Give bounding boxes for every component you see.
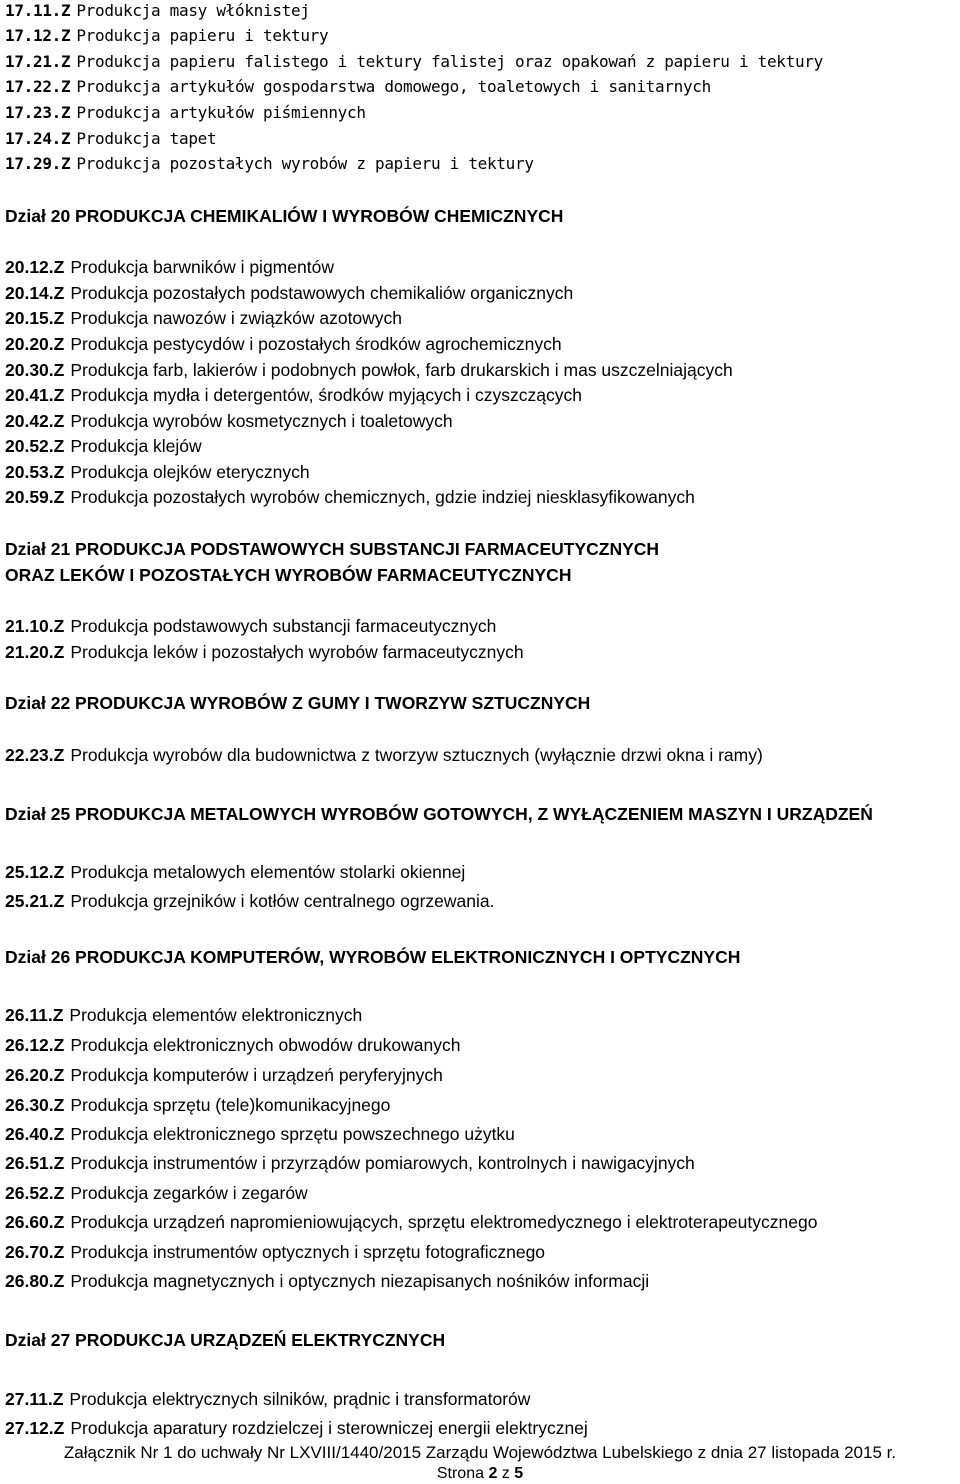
- pkd-description: Produkcja urządzeń napromieniowujących, sprzętu elektromedycznego i elektroterapeutycznego: [70, 1212, 818, 1232]
- pkd-code: 20.41.Z: [5, 385, 65, 405]
- pkd-description: Produkcja grzejników i kotłów centralnego ogrzewania.: [70, 891, 495, 911]
- pkd-description: Produkcja magnetycznych i optycznych niezapisanych nośników informacji: [70, 1271, 650, 1291]
- pkd-code: 26.12.Z: [5, 1035, 65, 1055]
- pkd-code: 26.80.Z: [5, 1271, 65, 1291]
- section-heading: Dział 27 PRODUKCJA URZĄDZEŃ ELEKTRYCZNYCH: [5, 1330, 446, 1350]
- pkd-code: 17.29.Z: [5, 154, 71, 173]
- section-heading: Dział 25 PRODUKCJA METALOWYCH WYROBÓW GOTOWYCH, Z WYŁĄCZENIEM MASZYN I URZĄDZEŃ: [5, 804, 873, 824]
- pkd-description: Produkcja wyrobów kosmetycznych i toaletowych: [70, 411, 453, 431]
- footer-page-number: [0, 1464, 960, 1484]
- pkd-description: Produkcja barwników i pigmentów: [70, 257, 334, 277]
- pkd-code: 26.51.Z: [5, 1153, 65, 1173]
- pkd-description: Produkcja nawozów i związków azotowych: [70, 308, 403, 328]
- pkd-description: Produkcja elektronicznego sprzętu powszechnego użytku: [70, 1124, 515, 1144]
- pkd-description: Produkcja wyrobów dla budownictwa z tworzyw sztucznych (wyłącznie drzwi okna i ramy): [70, 745, 763, 765]
- pkd-code: 26.40.Z: [5, 1124, 65, 1144]
- pkd-code: 20.14.Z: [5, 283, 65, 303]
- pkd-code: 20.52.Z: [5, 436, 65, 456]
- pkd-code: 20.20.Z: [5, 334, 65, 354]
- pkd-description: Produkcja zegarków i zegarów: [70, 1183, 308, 1203]
- list-item: [5, 0, 310, 22]
- pkd-description: Produkcja metalowych elementów stolarki okiennej: [70, 862, 466, 882]
- pkd-code: 17.23.Z: [5, 103, 71, 122]
- pkd-code: 17.24.Z: [5, 129, 71, 148]
- list-item: [5, 307, 402, 329]
- pkd-description: Produkcja olejków eterycznych: [70, 462, 310, 482]
- pkd-code: 27.12.Z: [5, 1418, 65, 1438]
- pkd-description: Produkcja aparatury rozdzielczej i sterowniczej energii elektrycznej: [70, 1418, 588, 1438]
- section-heading: Dział 21 PRODUKCJA PODSTAWOWYCH SUBSTANCJI FARMACEUTYCZNYCH: [5, 539, 660, 559]
- pkd-description: Produkcja podstawowych substancji farmaceutycznych: [70, 616, 497, 636]
- pkd-description: Produkcja artykułów gospodarstwa domowego, toaletowych i sanitarnych: [76, 77, 711, 96]
- pkd-description: Produkcja instrumentów i przyrządów pomiarowych, kontrolnych i nawigacyjnych: [70, 1153, 695, 1173]
- list-item: [5, 1004, 362, 1026]
- list-item: [5, 1064, 443, 1086]
- section-heading: ORAZ LEKÓW I POZOSTAŁYCH WYROBÓW FARMACEUTYCZNYCH: [5, 565, 572, 585]
- pkd-code: 26.60.Z: [5, 1212, 65, 1232]
- pkd-code: 25.12.Z: [5, 862, 65, 882]
- pkd-description: Produkcja mydła i detergentów, środków myjących i czyszczących: [70, 385, 582, 405]
- pkd-code: 26.20.Z: [5, 1065, 65, 1085]
- pkd-description: Produkcja pozostałych wyrobów z papieru i tektury: [76, 154, 534, 173]
- pkd-description: Produkcja pestycydów i pozostałych środków agrochemicznych: [70, 334, 562, 354]
- list-item: [5, 861, 465, 883]
- page-footer: [0, 1442, 960, 1484]
- list-item: [5, 76, 711, 98]
- list-item: [5, 359, 733, 381]
- list-item: [5, 102, 366, 124]
- pkd-code: 20.42.Z: [5, 411, 65, 431]
- pkd-description: Produkcja papieru falistego i tektury falistej oraz opakowań z papieru i tektury: [76, 52, 823, 71]
- pkd-code: 20.59.Z: [5, 487, 65, 507]
- pkd-code: 22.23.Z: [5, 745, 65, 765]
- pkd-code: 26.11.Z: [5, 1005, 64, 1025]
- pkd-description: Produkcja sprzętu (tele)komunikacyjnego: [70, 1095, 391, 1115]
- pkd-code: 26.52.Z: [5, 1183, 65, 1203]
- list-item: [5, 51, 823, 73]
- list-item: [5, 25, 328, 47]
- pkd-description: Produkcja farb, lakierów i podobnych powłok, farb drukarskich i mas uszczelniających: [70, 360, 733, 380]
- pkd-description: Produkcja komputerów i urządzeń peryferyjnych: [70, 1065, 443, 1085]
- list-item: [5, 1270, 649, 1292]
- footer-annex-line: Załącznik Nr 1 do uchwały Nr LXVIII/1440/2015 Zarządu Województwa Lubelskiego z dnia 27 listopada 2015 r.: [63, 1443, 897, 1462]
- section-heading: Dział 22 PRODUKCJA WYROBÓW Z GUMY I TWORZYW SZTUCZNYCH: [5, 693, 591, 713]
- pkd-code: 20.53.Z: [5, 462, 65, 482]
- pkd-code: 20.15.Z: [5, 308, 65, 328]
- section-heading: Dział 20 PRODUKCJA CHEMIKALIÓW I WYROBÓW CHEMICZNYCH: [5, 206, 564, 226]
- pkd-code: 26.70.Z: [5, 1242, 65, 1262]
- page-current: 2: [488, 1465, 498, 1482]
- list-item: [5, 384, 582, 406]
- pkd-description: Produkcja pozostałych wyrobów chemicznych, gdzie indziej niesklasyfikowanych: [70, 487, 695, 507]
- pkd-code: 26.30.Z: [5, 1095, 65, 1115]
- pkd-code: 27.11.Z: [5, 1389, 64, 1409]
- list-item: [5, 435, 202, 457]
- list-item: [5, 615, 496, 637]
- list-item: [5, 1034, 460, 1056]
- list-item: [5, 153, 534, 175]
- list-item: [5, 1388, 530, 1410]
- list-item: [5, 461, 310, 483]
- list-item: [5, 641, 524, 663]
- list-item: [5, 128, 216, 150]
- list-item: [5, 1211, 817, 1233]
- list-item: [5, 1152, 695, 1174]
- pkd-description: Produkcja instrumentów optycznych i sprzętu fotograficznego: [70, 1242, 546, 1262]
- pkd-code: 21.20.Z: [5, 642, 65, 662]
- pkd-description: Produkcja artykułów piśmiennych: [76, 103, 366, 122]
- pkd-description: Produkcja papieru i tektury: [76, 26, 329, 45]
- pkd-description: Produkcja pozostałych podstawowych chemikaliów organicznych: [70, 283, 574, 303]
- list-item: [5, 486, 695, 508]
- pkd-code: 17.21.Z: [5, 52, 71, 71]
- list-item: [5, 256, 334, 278]
- list-item: [5, 1417, 588, 1439]
- pkd-description: Produkcja masy włóknistej: [76, 1, 310, 20]
- pkd-description: Produkcja elektrycznych silników, prądnic i transformatorów: [69, 1389, 531, 1409]
- pkd-code: 17.22.Z: [5, 77, 71, 96]
- list-item: [5, 1241, 545, 1263]
- pkd-code: 20.30.Z: [5, 360, 65, 380]
- page-total: 5: [514, 1465, 524, 1482]
- pkd-description: Produkcja leków i pozostałych wyrobów farmaceutycznych: [70, 642, 524, 662]
- list-item: [5, 1182, 308, 1204]
- pkd-description: Produkcja tapet: [76, 129, 217, 148]
- section-heading: Dział 26 PRODUKCJA KOMPUTERÓW, WYROBÓW ELEKTRONICZNYCH I OPTYCZNYCH: [5, 947, 741, 967]
- page-word: Strona: [436, 1465, 484, 1482]
- list-item: [5, 333, 562, 355]
- pkd-code: 17.12.Z: [5, 26, 71, 45]
- pkd-code: 17.11.Z: [5, 1, 71, 20]
- page-of: z: [501, 1465, 510, 1482]
- list-item: [5, 1123, 515, 1145]
- list-item: [5, 890, 494, 912]
- list-item: [5, 744, 763, 766]
- pkd-description: Produkcja elektronicznych obwodów drukowanych: [70, 1035, 461, 1055]
- list-item: [5, 282, 573, 304]
- list-item: [5, 410, 453, 432]
- pkd-code: 21.10.Z: [5, 616, 65, 636]
- pkd-description: Produkcja klejów: [70, 436, 202, 456]
- pkd-description: Produkcja elementów elektronicznych: [69, 1005, 363, 1025]
- list-item: [5, 1094, 390, 1116]
- pkd-code: 25.21.Z: [5, 891, 65, 911]
- pkd-code: 20.12.Z: [5, 257, 65, 277]
